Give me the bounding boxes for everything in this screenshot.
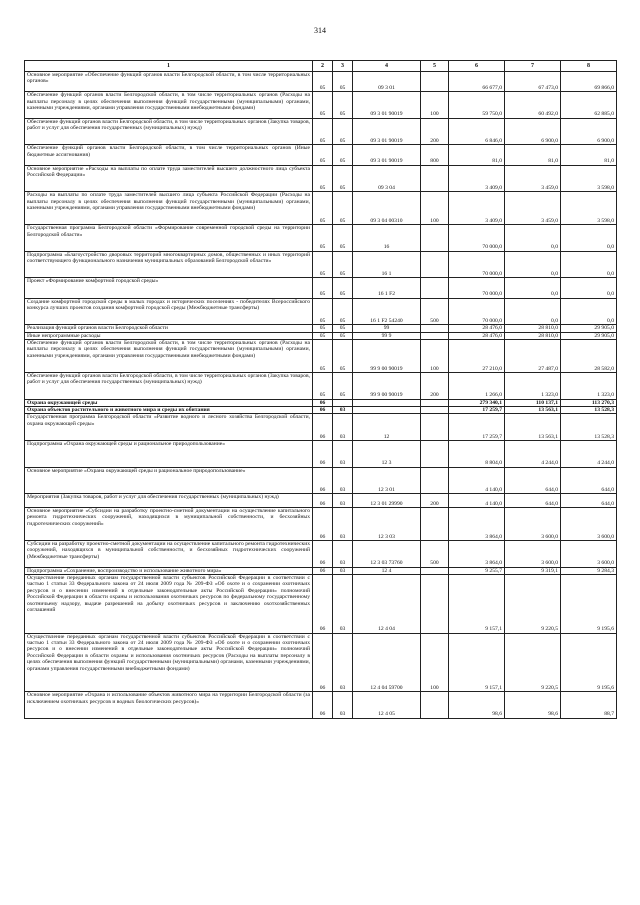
row-name-cell: Основное мероприятие «Расходы на выплаты по оплате труда заместителей высшего должностного лица субъекта Российской Федерации» <box>25 165 313 192</box>
table-row <box>25 414 617 441</box>
row-expense-type-cell: 800 <box>421 145 449 165</box>
table-row <box>25 72 617 92</box>
row-section-cell: 06 <box>313 440 333 467</box>
row-name-cell: Охрана объектов растительного и животного мира и среды их обитания <box>25 406 313 413</box>
row-name-cell: Подпрограмма «Охрана окружающей среды и рациональное природопользование» <box>25 440 313 467</box>
table-row <box>25 339 617 372</box>
row-subsection-cell: 03 <box>333 692 353 719</box>
row-section-cell: 06 <box>313 507 333 540</box>
row-target-code-cell: 99 9 <box>353 332 421 339</box>
row-value-year1-cell: 17 259,7 <box>449 414 505 441</box>
row-value-year2-cell: 110 137,1 <box>505 399 561 406</box>
row-section-cell: 05 <box>313 251 333 278</box>
row-value-year2-cell: 27 487,0 <box>505 339 561 372</box>
row-name-cell: Обеспечение функций органов власти Белгородской области, в том числе территориальных органов (Закупка товаров, работ и услуг для обеспечения государственных (муниципальных) нужд) <box>25 118 313 145</box>
row-section-cell: 06 <box>313 467 333 494</box>
table-row <box>25 494 617 508</box>
row-value-year2-cell: 67 473,0 <box>505 72 561 92</box>
row-subsection-cell: 03 <box>333 440 353 467</box>
row-value-year2-cell: 13 563,1 <box>505 406 561 413</box>
row-name-cell: Основное мероприятие «Субсидии на разработку проектно-сметной документации на осуществление капитального ремонта гидротехнических сооружений, находящихся в муниципальной собственности, и бесхозяйных гидротехнических сооружений» <box>25 507 313 540</box>
row-section-cell: 06 <box>313 414 333 441</box>
row-value-year1-cell: 279 340,1 <box>449 399 505 406</box>
row-value-year3-cell: 3 600,0 <box>561 540 617 567</box>
row-expense-type-cell <box>421 251 449 278</box>
row-section-cell: 05 <box>313 92 333 119</box>
row-value-year3-cell: 6 900,0 <box>561 118 617 145</box>
row-section-cell: 05 <box>313 72 333 92</box>
row-subsection-cell: 03 <box>333 406 353 413</box>
row-expense-type-cell: 100 <box>421 92 449 119</box>
row-target-code-cell: 12 3 <box>353 440 421 467</box>
row-section-cell: 05 <box>313 278 333 298</box>
row-target-code-cell: 16 1 F2 <box>353 278 421 298</box>
row-expense-type-cell: 100 <box>421 633 449 692</box>
row-value-year3-cell: 3 600,0 <box>561 507 617 540</box>
column-header: 5 <box>421 61 449 72</box>
row-value-year3-cell: 81,0 <box>561 145 617 165</box>
row-target-code-cell: 09 3 04 00310 <box>353 192 421 225</box>
row-target-code-cell: 09 3 01 90019 <box>353 118 421 145</box>
row-value-year2-cell: 0,0 <box>505 251 561 278</box>
row-value-year1-cell: 3 864,0 <box>449 540 505 567</box>
budget-table <box>24 60 617 719</box>
row-expense-type-cell <box>421 399 449 406</box>
column-header: 8 <box>561 61 617 72</box>
page-number: 314 <box>314 26 326 35</box>
table-row <box>25 540 617 567</box>
table-row <box>25 692 617 719</box>
row-target-code-cell: 12 3 03 73760 <box>353 540 421 567</box>
row-value-year1-cell: 4 140,0 <box>449 467 505 494</box>
row-value-year1-cell: 9 255,7 <box>449 567 505 574</box>
row-value-year3-cell: 113 270,3 <box>561 399 617 406</box>
row-value-year1-cell: 4 140,0 <box>449 494 505 508</box>
column-header: 2 <box>313 61 333 72</box>
row-target-code-cell: 12 3 01 29990 <box>353 494 421 508</box>
row-value-year1-cell: 3 409,0 <box>449 192 505 225</box>
row-subsection-cell: 05 <box>333 251 353 278</box>
row-value-year1-cell: 6 846,0 <box>449 118 505 145</box>
row-expense-type-cell <box>421 332 449 339</box>
table-body <box>25 72 617 719</box>
row-value-year3-cell: 9 195,6 <box>561 574 617 633</box>
row-target-code-cell: 16 1 <box>353 251 421 278</box>
row-target-code-cell: 12 3 03 <box>353 507 421 540</box>
row-name-cell: Осуществление переданных органам государственной власти субъектов Российской Федерации в соответствии с частью 1 статьи 33 Федерального закона от 24 июля 2009 года № 209-ФЗ «Об охоте и о сохранении охотничьих ресурсов и о внесении изменений в отдельные законодательные акты Российской Федерации» полномочий Российской Федерации в области охраны и использования охотничьих ресурсов (Расходы на выплаты персоналу в целях обеспечения выполнения функций государственными (муниципальными) органами, казенными учреждениями, органами управления государственными внебюджетными фондами) <box>25 633 313 692</box>
row-value-year3-cell: 0,0 <box>561 225 617 252</box>
row-subsection-cell: 05 <box>333 339 353 372</box>
row-value-year2-cell: 3 459,0 <box>505 165 561 192</box>
row-value-year1-cell: 70 000,0 <box>449 251 505 278</box>
row-value-year3-cell: 28 582,0 <box>561 339 617 372</box>
table-header-row <box>25 61 617 72</box>
table-row <box>25 406 617 413</box>
row-subsection-cell: 05 <box>333 372 353 399</box>
row-target-code-cell: 09 3 04 <box>353 165 421 192</box>
row-subsection-cell: 05 <box>333 72 353 92</box>
row-section-cell: 05 <box>313 332 333 339</box>
column-header: 1 <box>25 61 313 72</box>
row-expense-type-cell: 200 <box>421 494 449 508</box>
row-value-year3-cell: 3 598,0 <box>561 192 617 225</box>
row-name-cell: Охрана окружающей среды <box>25 399 313 406</box>
row-name-cell: Субсидии на разработку проектно-сметной документации на осуществление капитального ремонта гидротехнических сооружений, находящихся в муниципальной собственности, и бесхозяйных гидротехнических сооружений (Межбюджетные трансферты) <box>25 540 313 567</box>
row-target-code-cell <box>353 406 421 413</box>
row-subsection-cell: 05 <box>333 192 353 225</box>
table-row <box>25 633 617 692</box>
row-subsection-cell: 05 <box>333 118 353 145</box>
row-subsection-cell: 03 <box>333 540 353 567</box>
row-value-year1-cell: 70 000,0 <box>449 278 505 298</box>
row-value-year3-cell: 0,0 <box>561 298 617 325</box>
table-row <box>25 399 617 406</box>
table-row <box>25 278 617 298</box>
row-value-year2-cell: 9 319,1 <box>505 567 561 574</box>
row-name-cell: Осуществление переданных органам государственной власти субъектов Российской Федерации в соответствии с частью 1 статьи 33 Федерального закона от 24 июля 2009 года № 209-ФЗ «Об охоте и о сохранении охотничьих ресурсов и о внесении изменений в отдельные законодательные акты Российской Федерации» полномочий Российской Федерации в области охраны и использования охотничьих ресурсов по федеральному государственному охотничьему надзору, выдаче разрешений на добычу охотничьих ресурсов и заключению охотхозяйственных соглашений <box>25 574 313 633</box>
row-expense-type-cell: 100 <box>421 192 449 225</box>
row-target-code-cell: 12 4 <box>353 567 421 574</box>
row-subsection-cell: 03 <box>333 574 353 633</box>
row-subsection-cell: 05 <box>333 225 353 252</box>
table-row <box>25 298 617 325</box>
row-target-code-cell: 12 3 01 <box>353 467 421 494</box>
row-expense-type-cell <box>421 414 449 441</box>
row-value-year1-cell: 9 157,1 <box>449 633 505 692</box>
row-value-year3-cell: 0,0 <box>561 251 617 278</box>
row-section-cell: 05 <box>313 118 333 145</box>
table-row <box>25 332 617 339</box>
row-name-cell: Иные непрограммные расходы <box>25 332 313 339</box>
row-section-cell: 05 <box>313 339 333 372</box>
row-section-cell: 05 <box>313 165 333 192</box>
row-section-cell: 05 <box>313 192 333 225</box>
row-section-cell: 05 <box>313 145 333 165</box>
row-subsection-cell: 05 <box>333 145 353 165</box>
row-expense-type-cell <box>421 507 449 540</box>
row-expense-type-cell: 500 <box>421 298 449 325</box>
row-target-code-cell: 99 9 00 90019 <box>353 339 421 372</box>
row-value-year3-cell: 9 284,3 <box>561 567 617 574</box>
row-value-year2-cell: 644,0 <box>505 494 561 508</box>
row-value-year2-cell: 0,0 <box>505 278 561 298</box>
row-name-cell: Государственная программа Белгородской области «Формирование современной городской среды на территории Белгородской области» <box>25 225 313 252</box>
table-row <box>25 145 617 165</box>
row-value-year1-cell: 28 476,0 <box>449 332 505 339</box>
row-value-year1-cell: 70 000,0 <box>449 298 505 325</box>
row-value-year1-cell: 98,6 <box>449 692 505 719</box>
row-section-cell: 06 <box>313 692 333 719</box>
table-row <box>25 574 617 633</box>
row-value-year1-cell: 59 750,0 <box>449 92 505 119</box>
row-target-code-cell: 99 <box>353 325 421 332</box>
row-value-year3-cell: 29 905,0 <box>561 325 617 332</box>
row-subsection-cell: 03 <box>333 414 353 441</box>
row-value-year3-cell: 644,0 <box>561 467 617 494</box>
row-value-year3-cell: 9 195,6 <box>561 633 617 692</box>
table-row <box>25 92 617 119</box>
row-value-year1-cell: 70 000,0 <box>449 225 505 252</box>
row-section-cell: 06 <box>313 406 333 413</box>
row-section-cell: 06 <box>313 494 333 508</box>
table-row <box>25 567 617 574</box>
row-expense-type-cell <box>421 278 449 298</box>
row-value-year1-cell: 3 409,0 <box>449 165 505 192</box>
row-subsection-cell: 05 <box>333 298 353 325</box>
row-value-year1-cell: 28 476,0 <box>449 325 505 332</box>
row-value-year2-cell: 3 459,0 <box>505 192 561 225</box>
row-value-year3-cell: 13 528,3 <box>561 406 617 413</box>
row-target-code-cell: 99 9 00 90019 <box>353 372 421 399</box>
row-section-cell: 05 <box>313 225 333 252</box>
row-value-year2-cell: 98,6 <box>505 692 561 719</box>
row-expense-type-cell <box>421 72 449 92</box>
table-row <box>25 325 617 332</box>
row-target-code-cell: 09 3 01 90019 <box>353 92 421 119</box>
row-value-year1-cell: 3 864,0 <box>449 507 505 540</box>
row-value-year3-cell: 69 866,0 <box>561 72 617 92</box>
table-row <box>25 118 617 145</box>
row-value-year1-cell: 9 157,1 <box>449 574 505 633</box>
row-expense-type-cell <box>421 165 449 192</box>
row-value-year3-cell: 0,0 <box>561 278 617 298</box>
row-value-year2-cell: 3 600,0 <box>505 507 561 540</box>
row-value-year2-cell: 0,0 <box>505 225 561 252</box>
row-subsection-cell: 03 <box>333 507 353 540</box>
row-value-year1-cell: 8 804,0 <box>449 440 505 467</box>
row-target-code-cell: 12 4 04 59700 <box>353 633 421 692</box>
row-value-year2-cell: 28 810,0 <box>505 332 561 339</box>
row-target-code-cell: 12 <box>353 414 421 441</box>
row-value-year2-cell: 3 600,0 <box>505 540 561 567</box>
column-header: 6 <box>449 61 505 72</box>
row-name-cell: Подпрограмма «Благоустройство дворовых территорий многоквартирных домов, общественных и иных территорий соответствующего функционального назначения муниципальных образований Белгородской области» <box>25 251 313 278</box>
row-value-year2-cell: 81,0 <box>505 145 561 165</box>
row-expense-type-cell <box>421 567 449 574</box>
row-value-year3-cell: 4 244,0 <box>561 440 617 467</box>
row-subsection-cell: 03 <box>333 467 353 494</box>
row-value-year1-cell: 81,0 <box>449 145 505 165</box>
table-row <box>25 165 617 192</box>
row-subsection-cell: 05 <box>333 165 353 192</box>
row-value-year3-cell: 644,0 <box>561 494 617 508</box>
row-target-code-cell: 09 3 01 <box>353 72 421 92</box>
row-section-cell: 05 <box>313 325 333 332</box>
table-row <box>25 372 617 399</box>
row-name-cell: Подпрограмма «Сохранение, воспроизводство и использование животного мира» <box>25 567 313 574</box>
row-expense-type-cell: 500 <box>421 540 449 567</box>
row-value-year1-cell: 66 677,0 <box>449 72 505 92</box>
row-value-year2-cell: 6 900,0 <box>505 118 561 145</box>
row-name-cell: Основное мероприятие «Охрана окружающей среды и рациональное природопользование» <box>25 467 313 494</box>
table-row <box>25 251 617 278</box>
row-name-cell: Проект «Формирование комфортной городской среды» <box>25 278 313 298</box>
table-row <box>25 507 617 540</box>
row-name-cell: Мероприятия (Закупка товаров, работ и услуг для обеспечения государственных (муниципальных) нужд) <box>25 494 313 508</box>
row-target-code-cell <box>353 399 421 406</box>
row-subsection-cell: 05 <box>333 332 353 339</box>
row-section-cell: 06 <box>313 633 333 692</box>
row-subsection-cell: 03 <box>333 494 353 508</box>
row-expense-type-cell: 200 <box>421 118 449 145</box>
row-value-year2-cell: 1 323,0 <box>505 372 561 399</box>
row-target-code-cell: 12 4 05 <box>353 692 421 719</box>
row-value-year3-cell: 3 598,0 <box>561 165 617 192</box>
column-header: 7 <box>505 61 561 72</box>
row-name-cell: Государственная программа Белгородской области «Развитие водного и лесного хозяйства Белгородской области, охрана окружающей среды» <box>25 414 313 441</box>
row-name-cell: Обеспечение функций органов власти Белгородской области, в том числе территориальных органов (Иные бюджетные ассигнования) <box>25 145 313 165</box>
row-subsection-cell: 03 <box>333 567 353 574</box>
row-value-year2-cell: 28 810,0 <box>505 325 561 332</box>
row-expense-type-cell <box>421 325 449 332</box>
row-section-cell: 05 <box>313 298 333 325</box>
row-value-year2-cell: 60 492,0 <box>505 92 561 119</box>
row-value-year2-cell: 13 563,1 <box>505 414 561 441</box>
row-expense-type-cell <box>421 440 449 467</box>
row-expense-type-cell: 200 <box>421 372 449 399</box>
row-value-year1-cell: 1 266,0 <box>449 372 505 399</box>
row-expense-type-cell <box>421 692 449 719</box>
row-name-cell: Обеспечение функций органов власти Белгородской области, в том числе территориальных органов (Закупка товаров, работ и услуг для обеспечения государственных (муниципальных) нужд) <box>25 372 313 399</box>
column-header: 4 <box>353 61 421 72</box>
table-row <box>25 225 617 252</box>
row-value-year2-cell: 0,0 <box>505 298 561 325</box>
row-subsection-cell: 05 <box>333 278 353 298</box>
row-section-cell: 06 <box>313 574 333 633</box>
row-target-code-cell: 09 3 01 90019 <box>353 145 421 165</box>
row-expense-type-cell: 100 <box>421 339 449 372</box>
row-subsection-cell: 03 <box>333 633 353 692</box>
row-value-year3-cell: 62 885,0 <box>561 92 617 119</box>
row-value-year3-cell: 88,7 <box>561 692 617 719</box>
table-row <box>25 440 617 467</box>
row-name-cell: Основное мероприятие «Охрана и использование объектов животного мира на территории Белгородской области (за исключением охотничьих ресурсов и водных биологических ресурсов)» <box>25 692 313 719</box>
row-value-year2-cell: 4 244,0 <box>505 440 561 467</box>
row-value-year3-cell: 1 323,0 <box>561 372 617 399</box>
row-expense-type-cell <box>421 574 449 633</box>
row-target-code-cell: 16 <box>353 225 421 252</box>
row-value-year3-cell: 13 528,3 <box>561 414 617 441</box>
row-subsection-cell: 05 <box>333 92 353 119</box>
column-header: 3 <box>333 61 353 72</box>
row-section-cell: 06 <box>313 567 333 574</box>
row-name-cell: Реализация функций органов власти Белгородской области <box>25 325 313 332</box>
row-name-cell: Основное мероприятие «Обеспечение функций органов власти Белгородской области, в том числе территориальных органов» <box>25 72 313 92</box>
row-value-year1-cell: 27 210,0 <box>449 339 505 372</box>
row-value-year2-cell: 9 220,5 <box>505 633 561 692</box>
row-value-year3-cell: 29 905,0 <box>561 332 617 339</box>
row-section-cell: 06 <box>313 399 333 406</box>
row-expense-type-cell <box>421 406 449 413</box>
row-section-cell: 06 <box>313 540 333 567</box>
row-target-code-cell: 16 1 F2 54240 <box>353 298 421 325</box>
row-expense-type-cell <box>421 225 449 252</box>
row-section-cell: 05 <box>313 372 333 399</box>
row-subsection-cell <box>333 399 353 406</box>
row-name-cell: Обеспечение функций органов власти Белгородской области, в том числе территориальных органов (Расходы на выплаты персоналу в целях обеспечения выполнения функций государственными (муниципальными) органами, казенными учреждениями, органами управления государственными внебюджетными фондами) <box>25 339 313 372</box>
table-row <box>25 192 617 225</box>
row-subsection-cell: 05 <box>333 325 353 332</box>
row-value-year2-cell: 644,0 <box>505 467 561 494</box>
row-name-cell: Расходы на выплаты по оплате труда заместителей высшего лица субъекта Российской Федерации (Расходы на выплаты персоналу в целях обеспечения выполнения функций государственными (муниципальными) органами, казенными учреждениями, органами управления государственными внебюджетными фондами) <box>25 192 313 225</box>
row-target-code-cell: 12 4 04 <box>353 574 421 633</box>
row-value-year1-cell: 17 259,7 <box>449 406 505 413</box>
table-row <box>25 467 617 494</box>
row-name-cell: Создание комфортной городской среды в малых городах и исторических поселениях - победителях Всероссийского конкурса лучших проектов создания комфортной городской среды (Межбюджетные трансферты) <box>25 298 313 325</box>
row-expense-type-cell <box>421 467 449 494</box>
row-value-year2-cell: 9 220,5 <box>505 574 561 633</box>
row-name-cell: Обеспечение функций органов власти Белгородской области, в том числе территориальных органов (Расходы на выплаты персоналу в целях обеспечения выполнения функций государственными (муниципальными) органами, казенными учреждениями, органами управления государственными внебюджетными фондами) <box>25 92 313 119</box>
